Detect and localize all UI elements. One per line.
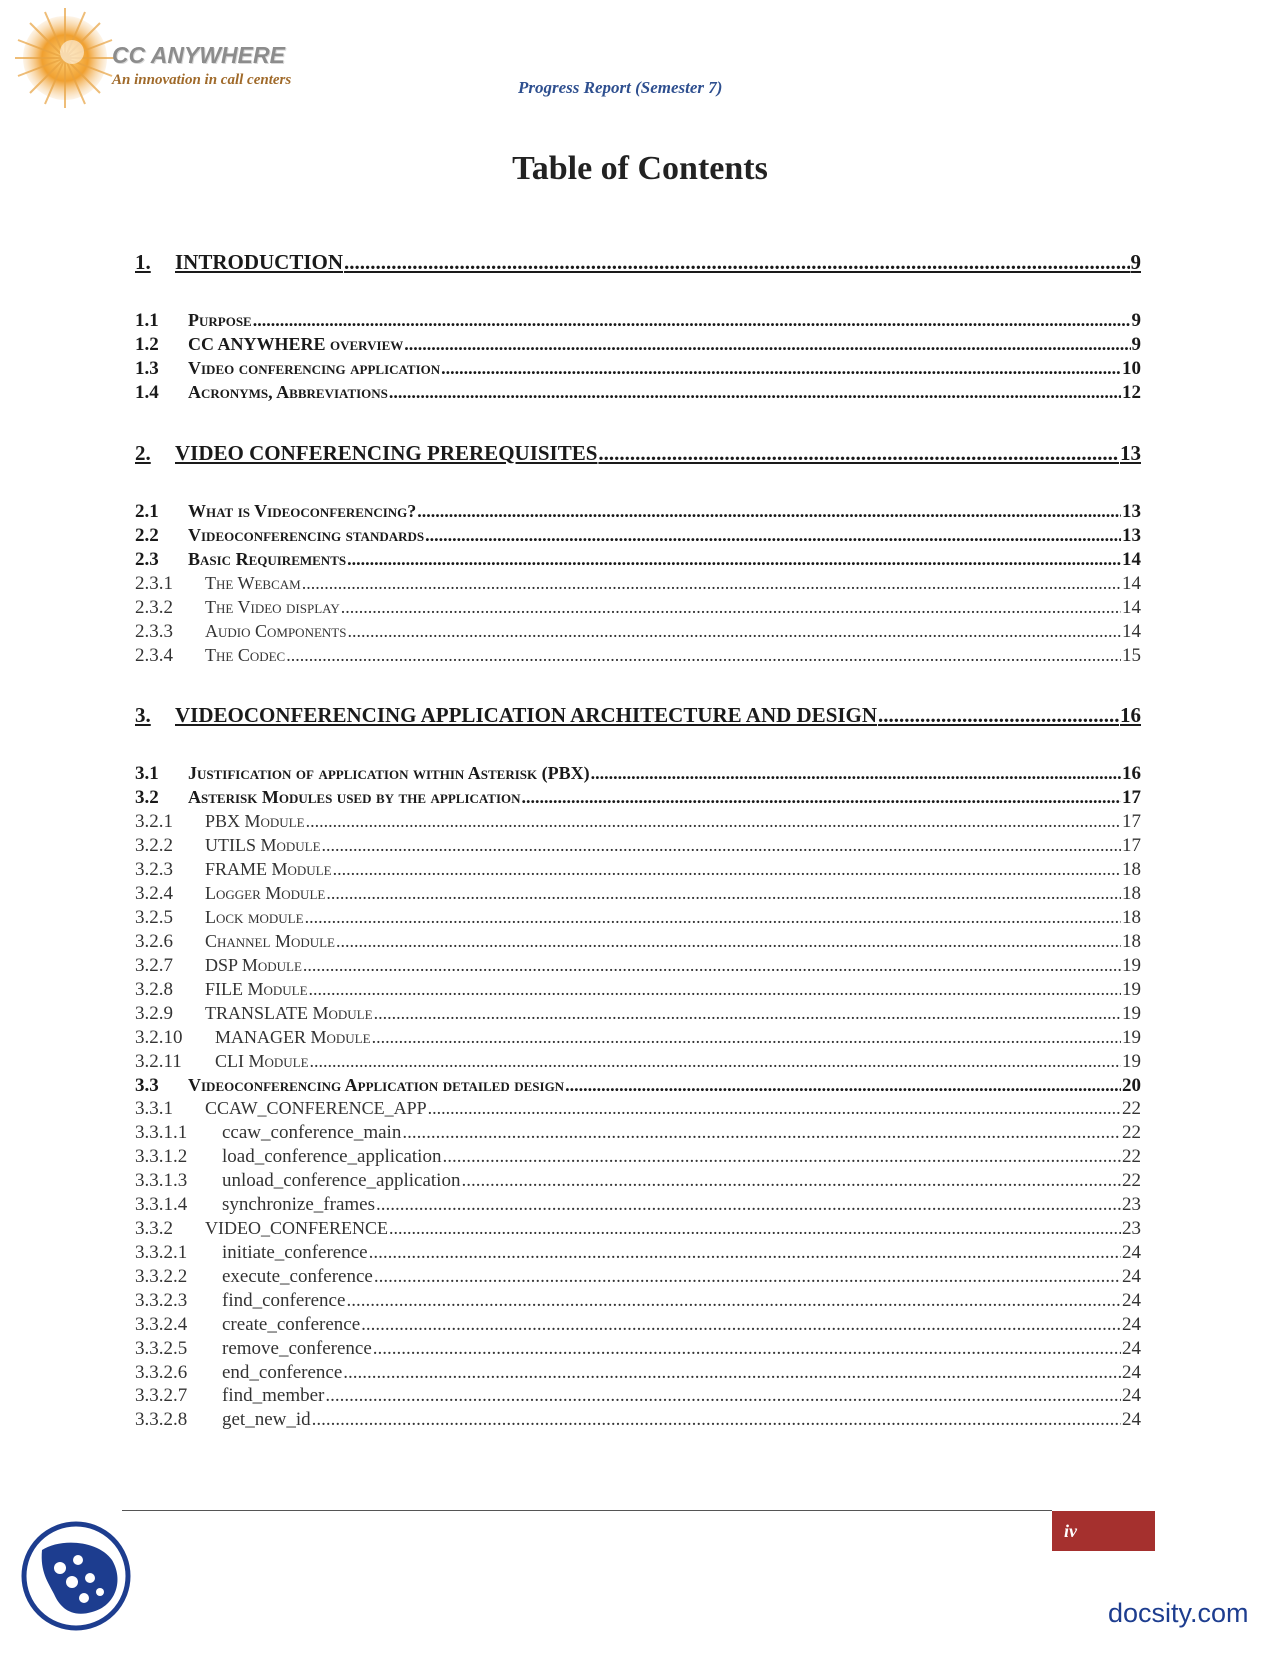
toc-entry-title: VIDEO CONFERENCING PREREQUISITES <box>175 441 598 465</box>
toc-entry-title: load_conference_application <box>222 1146 442 1167</box>
toc-entry-number: 3.3.1.4 <box>135 1194 188 1215</box>
toc-entry-page: 24 <box>1122 1290 1141 1311</box>
toc-entry[interactable] <box>135 1194 1141 1216</box>
toc-leader-dots <box>310 1051 1121 1072</box>
toc-leader-dots <box>322 835 1121 856</box>
toc-entry-title: Logger Module <box>205 883 326 903</box>
toc-entry-number: 2.3 <box>135 549 159 570</box>
toc-entry-page: 24 <box>1122 1314 1141 1335</box>
toc-entry-number: 2.3.2 <box>135 597 173 618</box>
toc-entry-number: 3.3.2.1 <box>135 1242 188 1263</box>
toc-entry-title: FRAME Module <box>205 859 332 879</box>
toc-entry-page: 15 <box>1122 645 1141 666</box>
toc-entry[interactable] <box>135 1051 1141 1073</box>
toc-entry-page: 14 <box>1122 549 1141 570</box>
toc-leader-dots <box>303 955 1121 976</box>
toc-leader-dots <box>442 1146 1121 1168</box>
toc-entry-number: 3.2.10 <box>135 1027 183 1048</box>
toc-entry-page: 18 <box>1122 883 1141 904</box>
toc-leader-dots <box>441 358 1121 379</box>
toc-entry[interactable] <box>135 955 1141 977</box>
toc-entry-page: 14 <box>1122 621 1141 642</box>
toc-entry-number: 3.2.9 <box>135 1003 173 1024</box>
toc-entry-page: 13 <box>1122 525 1141 546</box>
toc-leader-dots <box>878 703 1119 728</box>
logo-name: CC ANYWHERE <box>112 42 285 68</box>
toc-entry-number: 3.3.1.1 <box>135 1122 188 1143</box>
toc-entry-title: find_conference <box>222 1290 346 1311</box>
toc-entry-title: TRANSLATE Module <box>205 1003 373 1023</box>
toc-entry[interactable] <box>135 1362 1141 1384</box>
toc-leader-dots <box>253 310 1131 331</box>
toc-entry-number: 3.3.2.4 <box>135 1314 188 1335</box>
toc-entry-page: 24 <box>1122 1242 1141 1263</box>
toc-entry-title: The Webcam <box>205 573 301 593</box>
toc-entry[interactable] <box>135 1385 1141 1407</box>
toc-entry[interactable] <box>135 1266 1141 1288</box>
toc-leader-dots <box>565 1075 1121 1096</box>
toc-entry-title: initiate_conference <box>222 1242 368 1263</box>
docsity-logo-icon <box>20 1520 132 1637</box>
toc-entry[interactable] <box>135 645 1141 667</box>
toc-entry-title: CLI Module <box>215 1051 309 1071</box>
report-title: Progress Report (Semester 7) <box>518 78 723 97</box>
toc-leader-dots <box>598 441 1119 466</box>
toc-entry[interactable] <box>135 1218 1141 1240</box>
toc-leader-dots <box>404 334 1130 355</box>
toc-leader-dots <box>325 1385 1121 1407</box>
toc-entry-number: 2.3.1 <box>135 573 173 594</box>
toc-entry-title: Lock module <box>205 907 304 927</box>
toc-entry-title: DSP Module <box>205 955 302 975</box>
toc-entry-page: 18 <box>1122 931 1141 952</box>
toc-entry-title: get_new_id <box>222 1409 311 1430</box>
toc-entry[interactable] <box>135 1075 1141 1097</box>
page-number-box <box>1052 1511 1155 1551</box>
toc-entry-page: 20 <box>1122 1075 1141 1096</box>
toc-entry-title: Justification of application within Asterisk (PBX) <box>188 763 590 783</box>
toc-leader-dots <box>341 597 1121 618</box>
toc-entry-number: 3.3.2.2 <box>135 1266 188 1287</box>
toc-leader-dots <box>374 1003 1121 1024</box>
page-number: iv <box>1064 1521 1077 1541</box>
toc-entry-title: Audio Components <box>205 621 347 641</box>
toc-entry-title: ccaw_conference_main <box>222 1122 402 1143</box>
toc-entry[interactable] <box>135 310 1141 332</box>
toc-entry-page: 24 <box>1122 1362 1141 1383</box>
toc-leader-dots <box>326 883 1121 904</box>
toc-entry-number: 2.2 <box>135 525 159 546</box>
toc-entry-title: Asterisk Modules used by the application <box>188 787 521 807</box>
toc-entry-page: 17 <box>1122 811 1141 832</box>
toc-entry[interactable] <box>135 979 1141 1001</box>
toc-entry-page: 19 <box>1122 955 1141 976</box>
toc-entry-title: CCAW_CONFERENCE_APP <box>205 1098 427 1118</box>
toc-entry-title: MANAGER Module <box>215 1027 371 1047</box>
toc-entry-page: 19 <box>1122 1027 1141 1048</box>
toc-entry[interactable] <box>135 907 1141 929</box>
toc-entry[interactable] <box>135 835 1141 857</box>
toc-entry-page: 12 <box>1122 382 1141 403</box>
toc-entry-title: The Codec <box>205 645 286 665</box>
toc-entry[interactable] <box>135 1242 1141 1264</box>
toc-entry-number: 3.2.5 <box>135 907 173 928</box>
toc-entry-title: Acronyms, Abbreviations <box>188 382 388 402</box>
toc-entry-title: VIDEO_CONFERENCE <box>205 1218 388 1238</box>
toc-entry-number: 3.2.11 <box>135 1051 182 1072</box>
toc-entry-number: 1.1 <box>135 310 159 331</box>
toc-entry-title: Channel Module <box>205 931 335 951</box>
toc-leader-dots <box>591 763 1121 784</box>
toc-entry-page: 13 <box>1120 441 1141 465</box>
toc-entry[interactable] <box>135 1003 1141 1025</box>
toc-entry-number: 3.3.2.3 <box>135 1290 188 1311</box>
toc-entry-number: 1.3 <box>135 358 159 379</box>
toc-entry-number: 3.3.2.8 <box>135 1409 188 1430</box>
toc-entry[interactable] <box>135 525 1141 547</box>
toc-entry-page: 19 <box>1122 1051 1141 1072</box>
sunburst-logo-icon <box>10 8 120 108</box>
toc-entry[interactable] <box>135 787 1141 809</box>
toc-leader-dots <box>425 525 1121 546</box>
toc-entry[interactable] <box>135 1338 1141 1360</box>
toc-entry-title: end_conference <box>222 1362 343 1383</box>
toc-entry-number: 3.1 <box>135 763 159 784</box>
toc-entry[interactable] <box>135 621 1141 643</box>
toc-entry[interactable] <box>135 382 1141 404</box>
toc-entry[interactable] <box>135 1409 1141 1431</box>
toc-entry-number: 3.2.8 <box>135 979 173 1000</box>
toc-entry-number: 3.2.1 <box>135 811 173 832</box>
toc-entry[interactable] <box>135 549 1141 571</box>
toc-leader-dots <box>373 1338 1121 1360</box>
logo-tagline: An innovation in call centers <box>112 72 292 88</box>
toc-entry-page: 19 <box>1122 979 1141 1000</box>
toc-entry-number: 3.2.6 <box>135 931 173 952</box>
toc-entry-title: Basic Requirements <box>188 549 347 569</box>
toc-entry-number: 3.3.2.6 <box>135 1362 188 1383</box>
toc-entry-page: 9 <box>1130 250 1141 274</box>
toc-entry[interactable] <box>135 358 1141 380</box>
toc-entry-title: remove_conference <box>222 1338 372 1359</box>
toc-leader-dots <box>309 979 1121 1000</box>
toc-entry-page: 18 <box>1122 907 1141 928</box>
toc-entry-title: CC ANYWHERE overview <box>188 334 404 354</box>
toc-entry-title: Videoconferencing Application detailed design <box>188 1075 565 1095</box>
toc-entry-title: INTRODUCTION <box>175 250 344 274</box>
toc-entry[interactable] <box>135 931 1141 953</box>
toc-entry-title: UTILS Module <box>205 835 321 855</box>
toc-leader-dots <box>389 1218 1121 1239</box>
toc-entry[interactable] <box>135 597 1141 619</box>
toc-entry-number: 3.3.2.7 <box>135 1385 188 1406</box>
toc-entry-title: create_conference <box>222 1314 361 1335</box>
toc-entry-page: 22 <box>1122 1170 1141 1191</box>
toc-entry[interactable] <box>135 441 1141 466</box>
toc-entry-page: 18 <box>1122 859 1141 880</box>
toc-leader-dots <box>369 1242 1121 1264</box>
toc-entry-title: Video conferencing application <box>188 358 441 378</box>
toc-entry[interactable] <box>135 883 1141 905</box>
toc-entry-page: 17 <box>1122 835 1141 856</box>
toc-entry[interactable] <box>135 1027 1141 1049</box>
toc-entry-page: 22 <box>1122 1122 1141 1143</box>
toc-leader-dots <box>361 1314 1121 1336</box>
toc-entry-title: PBX Module <box>205 811 305 831</box>
toc-entry[interactable] <box>135 1122 1141 1144</box>
toc-entry-title: synchronize_frames <box>222 1194 375 1215</box>
toc-entry-number: 1.2 <box>135 334 159 355</box>
toc-leader-dots <box>333 859 1121 880</box>
toc-entry-title: What is Videoconferencing? <box>188 501 417 521</box>
toc-heading: Table of Contents <box>512 150 768 187</box>
toc-entry-page: 24 <box>1122 1409 1141 1430</box>
toc-entry-number: 3.2.4 <box>135 883 173 904</box>
toc-entry-number: 3.2.2 <box>135 835 173 856</box>
toc-entry-number: 3.2.7 <box>135 955 173 976</box>
toc-leader-dots <box>347 621 1121 642</box>
toc-entry-title: find_member <box>222 1385 325 1406</box>
toc-entry[interactable] <box>135 1314 1141 1336</box>
toc-entry-page: 24 <box>1122 1385 1141 1406</box>
toc-entry[interactable] <box>135 573 1141 595</box>
toc-entry-number: 3.3 <box>135 1075 159 1096</box>
toc-entry-page: 23 <box>1122 1194 1141 1215</box>
toc-leader-dots <box>305 907 1121 928</box>
toc-entry[interactable] <box>135 763 1141 785</box>
toc-entry[interactable] <box>135 501 1141 523</box>
toc-entry-page: 16 <box>1120 703 1141 727</box>
toc-entry-number: 3.3.2 <box>135 1218 173 1239</box>
toc-entry-number: 3. <box>135 703 151 727</box>
toc-leader-dots <box>343 1362 1121 1384</box>
toc-entry-number: 2.3.3 <box>135 621 173 642</box>
toc-entry[interactable] <box>135 1146 1141 1168</box>
toc-leader-dots <box>402 1122 1121 1144</box>
docsity-watermark: docsity.com <box>1108 1598 1249 1628</box>
toc-leader-dots <box>376 1194 1121 1216</box>
toc-entry-page: 19 <box>1122 1003 1141 1024</box>
toc-entry-number: 3.3.1.2 <box>135 1146 188 1167</box>
toc-entry[interactable] <box>135 250 1141 275</box>
toc-entry-title: unload_conference_application <box>222 1170 461 1191</box>
toc-leader-dots <box>389 382 1121 403</box>
toc-leader-dots <box>428 1098 1121 1119</box>
toc-entry-number: 2. <box>135 441 151 465</box>
company-logo <box>10 8 340 108</box>
toc-entry-title: execute_conference <box>222 1266 373 1287</box>
toc-entry-page: 9 <box>1131 310 1141 331</box>
toc-entry[interactable] <box>135 811 1141 833</box>
toc-leader-dots <box>344 250 1129 275</box>
toc-entry[interactable] <box>135 703 1141 728</box>
toc-entry-page: 13 <box>1122 501 1141 522</box>
toc-leader-dots <box>286 645 1121 666</box>
toc-leader-dots <box>461 1170 1121 1192</box>
toc-leader-dots <box>306 811 1121 832</box>
toc-entry-page: 22 <box>1122 1146 1141 1167</box>
toc-leader-dots <box>372 1027 1121 1048</box>
toc-entry-title: The Video display <box>205 597 340 617</box>
toc-entry-page: 10 <box>1122 358 1141 379</box>
toc-entry-title: VIDEOCONFERENCING APPLICATION ARCHITECTURE AND DESIGN <box>175 703 878 727</box>
toc-entry-page: 16 <box>1122 763 1141 784</box>
toc-leader-dots <box>302 573 1121 594</box>
toc-leader-dots <box>346 1290 1121 1312</box>
toc-entry[interactable] <box>135 1170 1141 1192</box>
toc-leader-dots <box>417 501 1121 522</box>
toc-entry-title: Purpose <box>188 310 252 330</box>
toc-leader-dots <box>312 1409 1121 1431</box>
toc-entry-number: 3.2.3 <box>135 859 173 880</box>
toc-entry[interactable] <box>135 334 1141 356</box>
toc-entry-number: 3.2 <box>135 787 159 808</box>
toc-entry-title: Videoconferencing standards <box>188 525 425 545</box>
toc-entry[interactable] <box>135 859 1141 881</box>
toc-entry[interactable] <box>135 1098 1141 1120</box>
toc-entry-title: FILE Module <box>205 979 308 999</box>
toc-entry-page: 14 <box>1122 597 1141 618</box>
toc-entry-page: 24 <box>1122 1266 1141 1287</box>
toc-leader-dots <box>347 549 1121 570</box>
toc-entry-page: 9 <box>1131 334 1141 355</box>
toc-leader-dots <box>336 931 1121 952</box>
toc-leader-dots <box>522 787 1121 808</box>
toc-entry-page: 22 <box>1122 1098 1141 1119</box>
toc-entry-number: 3.3.2.5 <box>135 1338 188 1359</box>
toc-entry-page: 24 <box>1122 1338 1141 1359</box>
toc-leader-dots <box>374 1266 1121 1288</box>
toc-entry-number: 2.3.4 <box>135 645 173 666</box>
toc-entry-number: 1.4 <box>135 382 159 403</box>
toc-entry[interactable] <box>135 1290 1141 1312</box>
footer-rule <box>122 1510 1052 1511</box>
toc-entry-page: 23 <box>1122 1218 1141 1239</box>
toc-entry-page: 17 <box>1122 787 1141 808</box>
toc-entry-page: 14 <box>1122 573 1141 594</box>
toc-entry-number: 3.3.1 <box>135 1098 173 1119</box>
toc-entry-number: 1. <box>135 250 151 274</box>
toc-entry-number: 3.3.1.3 <box>135 1170 188 1191</box>
toc-entry-number: 2.1 <box>135 501 159 522</box>
